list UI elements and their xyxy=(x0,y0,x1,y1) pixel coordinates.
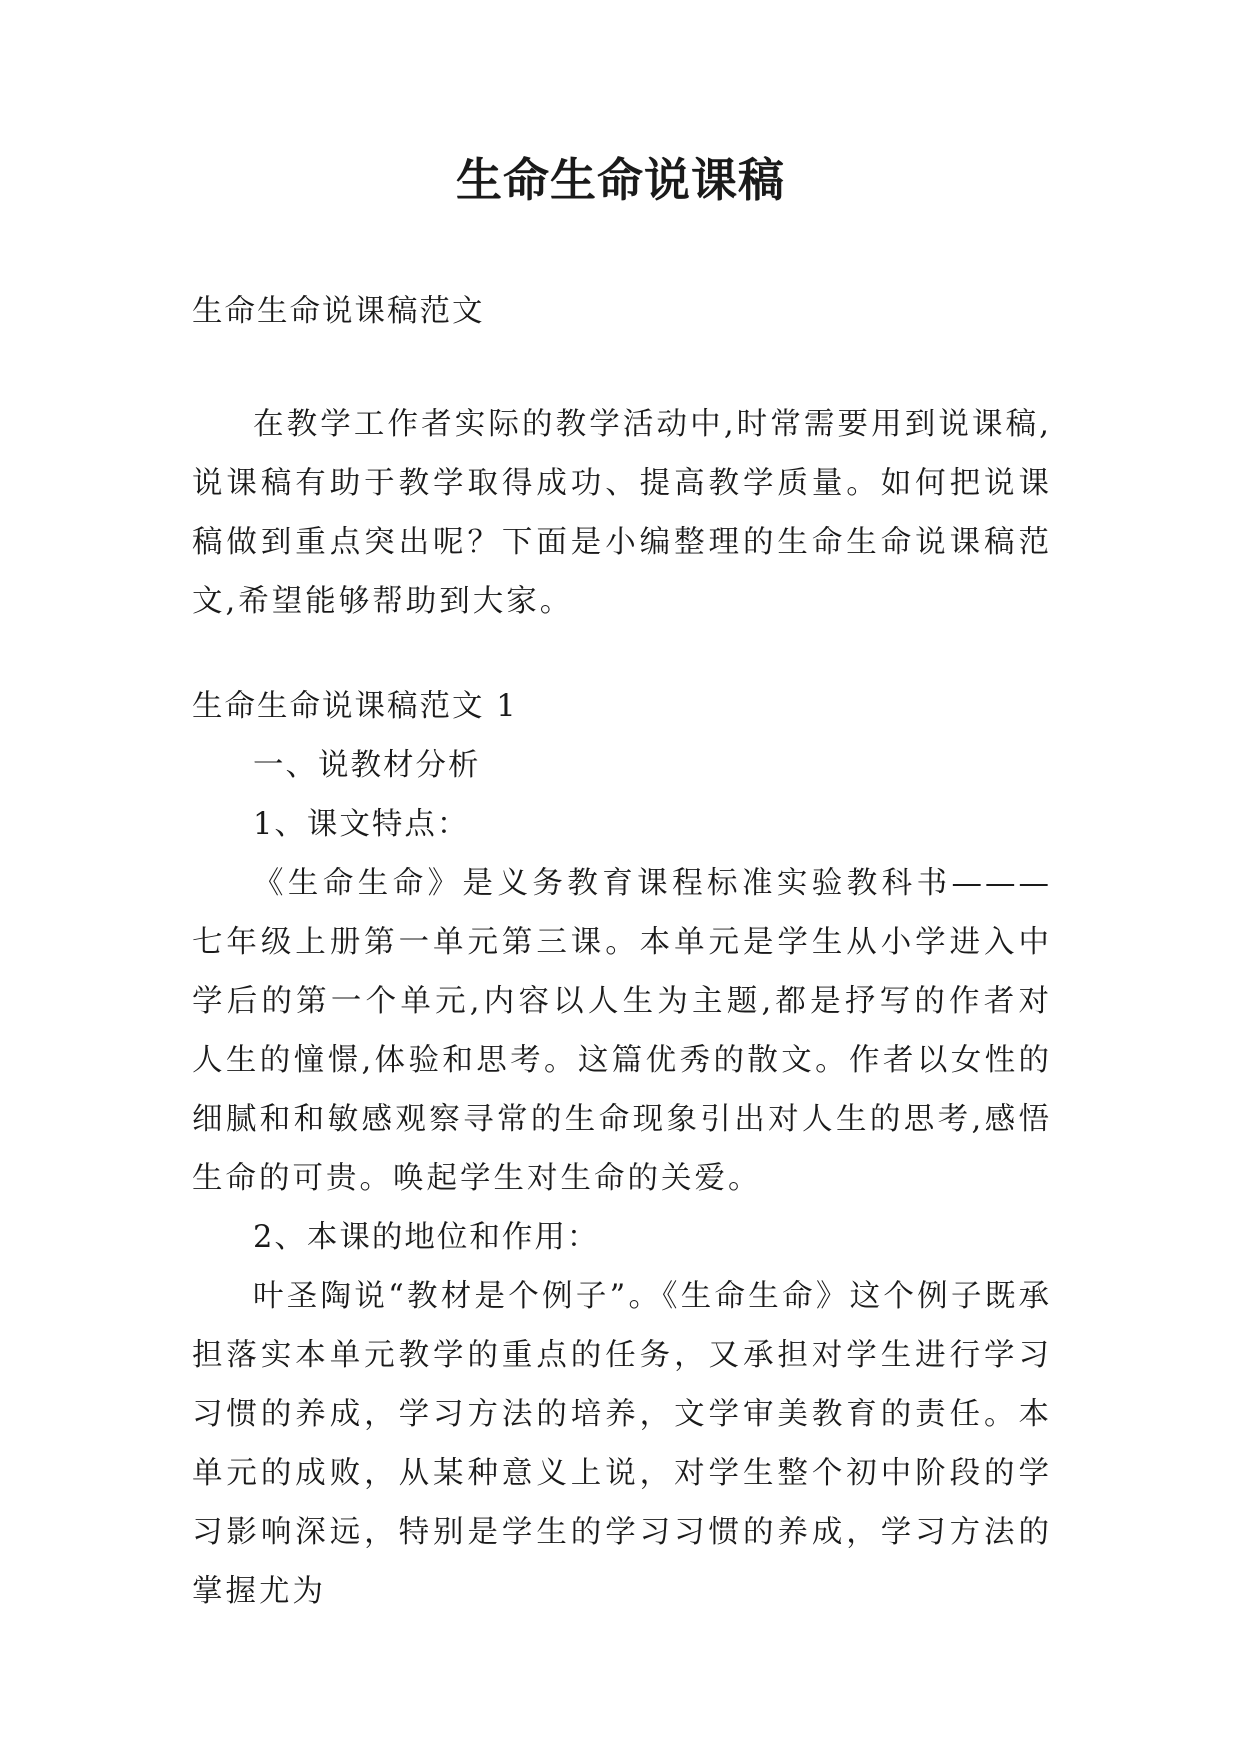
heading-lesson-role: 2、本课的地位和作用： xyxy=(253,1220,600,1255)
section-heading: 生命生命说课稿范文 1 xyxy=(192,689,518,724)
heading-textbook-analysis: 一、说教材分析 xyxy=(253,748,481,783)
document-title: 生命生命说课稿 xyxy=(456,153,785,207)
paragraph-text-features: 《生命生命》是义务教育课程标准实验教科书———七年级上册第一单元第三课。本单元是学生从小学进入中学后的第一个单元,内容以人生为主题,都是抒写的作者对人生的憧憬,体验和思考。这篇优秀的散文。作者以女性的细腻和和敏感观察寻常的生命现象引出对人生的思考,感悟生命的可贵。唤起学生对生命的关爱。 xyxy=(192,866,1052,1196)
intro-paragraph: 在教学工作者实际的教学活动中,时常需要用到说课稿,说课稿有助于教学取得成功、提高教学质量。如何把说课稿做到重点突出呢？下面是小编整理的生命生命说课稿范文,希望能够帮助到大家。 xyxy=(192,407,1052,619)
document-subtitle: 生命生命说课稿范文 xyxy=(192,294,485,329)
heading-text-features: 1、课文特点： xyxy=(253,807,470,842)
paragraph-lesson-role: 叶圣陶说“教材是个例子”。《生命生命》这个例子既承担落实本单元教学的重点的任务，又承担对学生进行学习习惯的养成，学习方法的培养，文学审美教育的责任。本单元的成败，从某种意义上说，对学生整个初中阶段的学习影响深远，特别是学生的学习习惯的养成，学习方法的掌握尤为 xyxy=(192,1279,1052,1609)
document-body xyxy=(192,290,1052,1621)
